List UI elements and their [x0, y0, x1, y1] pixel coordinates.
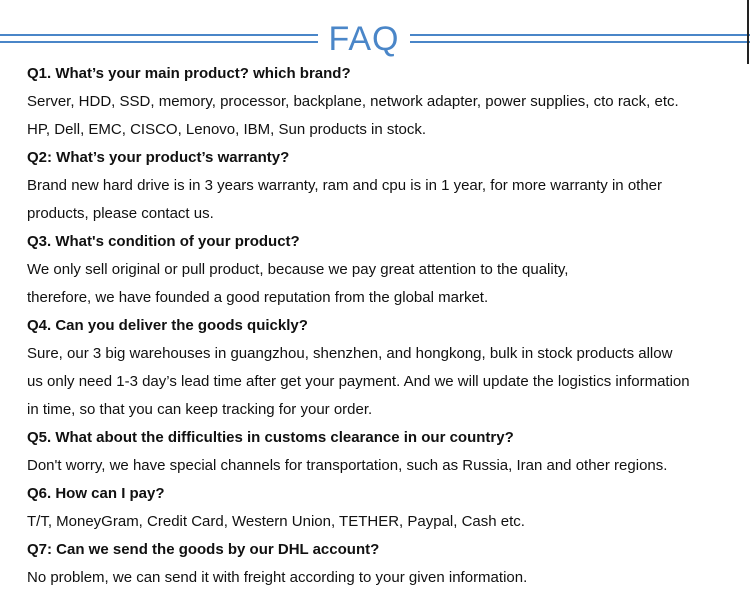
faq-answer-1-line-2: HP, Dell, EMC, CISCO, Lenovo, IBM, Sun products in stock.	[27, 121, 427, 138]
faq-answer-2-line-1: Brand new hard drive is in 3 years warranty, ram and cpu is in 1 year, for more warranty in other	[27, 177, 663, 194]
faq-header	[0, 0, 750, 64]
header-edge-mark	[747, 0, 749, 64]
faq-answer-4-line-3: in time, so that you can keep tracking for your order.	[27, 401, 373, 418]
faq-question-5: Q5. What about the difficulties in customs clearance in our country?	[27, 429, 514, 446]
header-rule-right	[410, 34, 750, 43]
faq-question-6: Q6. How can I pay?	[27, 485, 165, 502]
faq-list	[27, 60, 742, 592]
faq-answer-2-line-2: products, please contact us.	[27, 205, 214, 222]
faq-answer-5-line-1: Don't worry, we have special channels for transportation, such as Russia, Iran and other regions.	[27, 457, 668, 474]
faq-question-3: Q3. What's condition of your product?	[27, 233, 300, 250]
faq-question-7: Q7: Can we send the goods by our DHL account?	[27, 541, 380, 558]
faq-answer-3-line-1: We only sell original or pull product, because we pay great attention to the quality,	[27, 261, 569, 278]
header-rule-left	[0, 34, 318, 43]
faq-answer-7-line-1: No problem, we can send it with freight according to your given information.	[27, 569, 528, 586]
faq-answer-6-line-1: T/T, MoneyGram, Credit Card, Western Union, TETHER, Paypal, Cash etc.	[27, 513, 525, 530]
faq-answer-4-line-2: us only need 1-3 day’s lead time after get your payment. And we will update the logistics information	[27, 373, 690, 390]
faq-question-4: Q4. Can you deliver the goods quickly?	[27, 317, 308, 334]
faq-answer-1-line-1: Server, HDD, SSD, memory, processor, backplane, network adapter, power supplies, cto rack, etc.	[27, 93, 679, 110]
faq-answer-3-line-2: therefore, we have founded a good reputation from the global market.	[27, 289, 489, 306]
faq-answer-4-line-1: Sure, our 3 big warehouses in guangzhou, shenzhen, and hongkong, bulk in stock products allow	[27, 345, 673, 362]
faq-question-2: Q2: What’s your product’s warranty?	[27, 149, 290, 166]
page-title: FAQ	[328, 20, 400, 58]
faq-question-1: Q1. What’s your main product? which brand?	[27, 65, 351, 82]
